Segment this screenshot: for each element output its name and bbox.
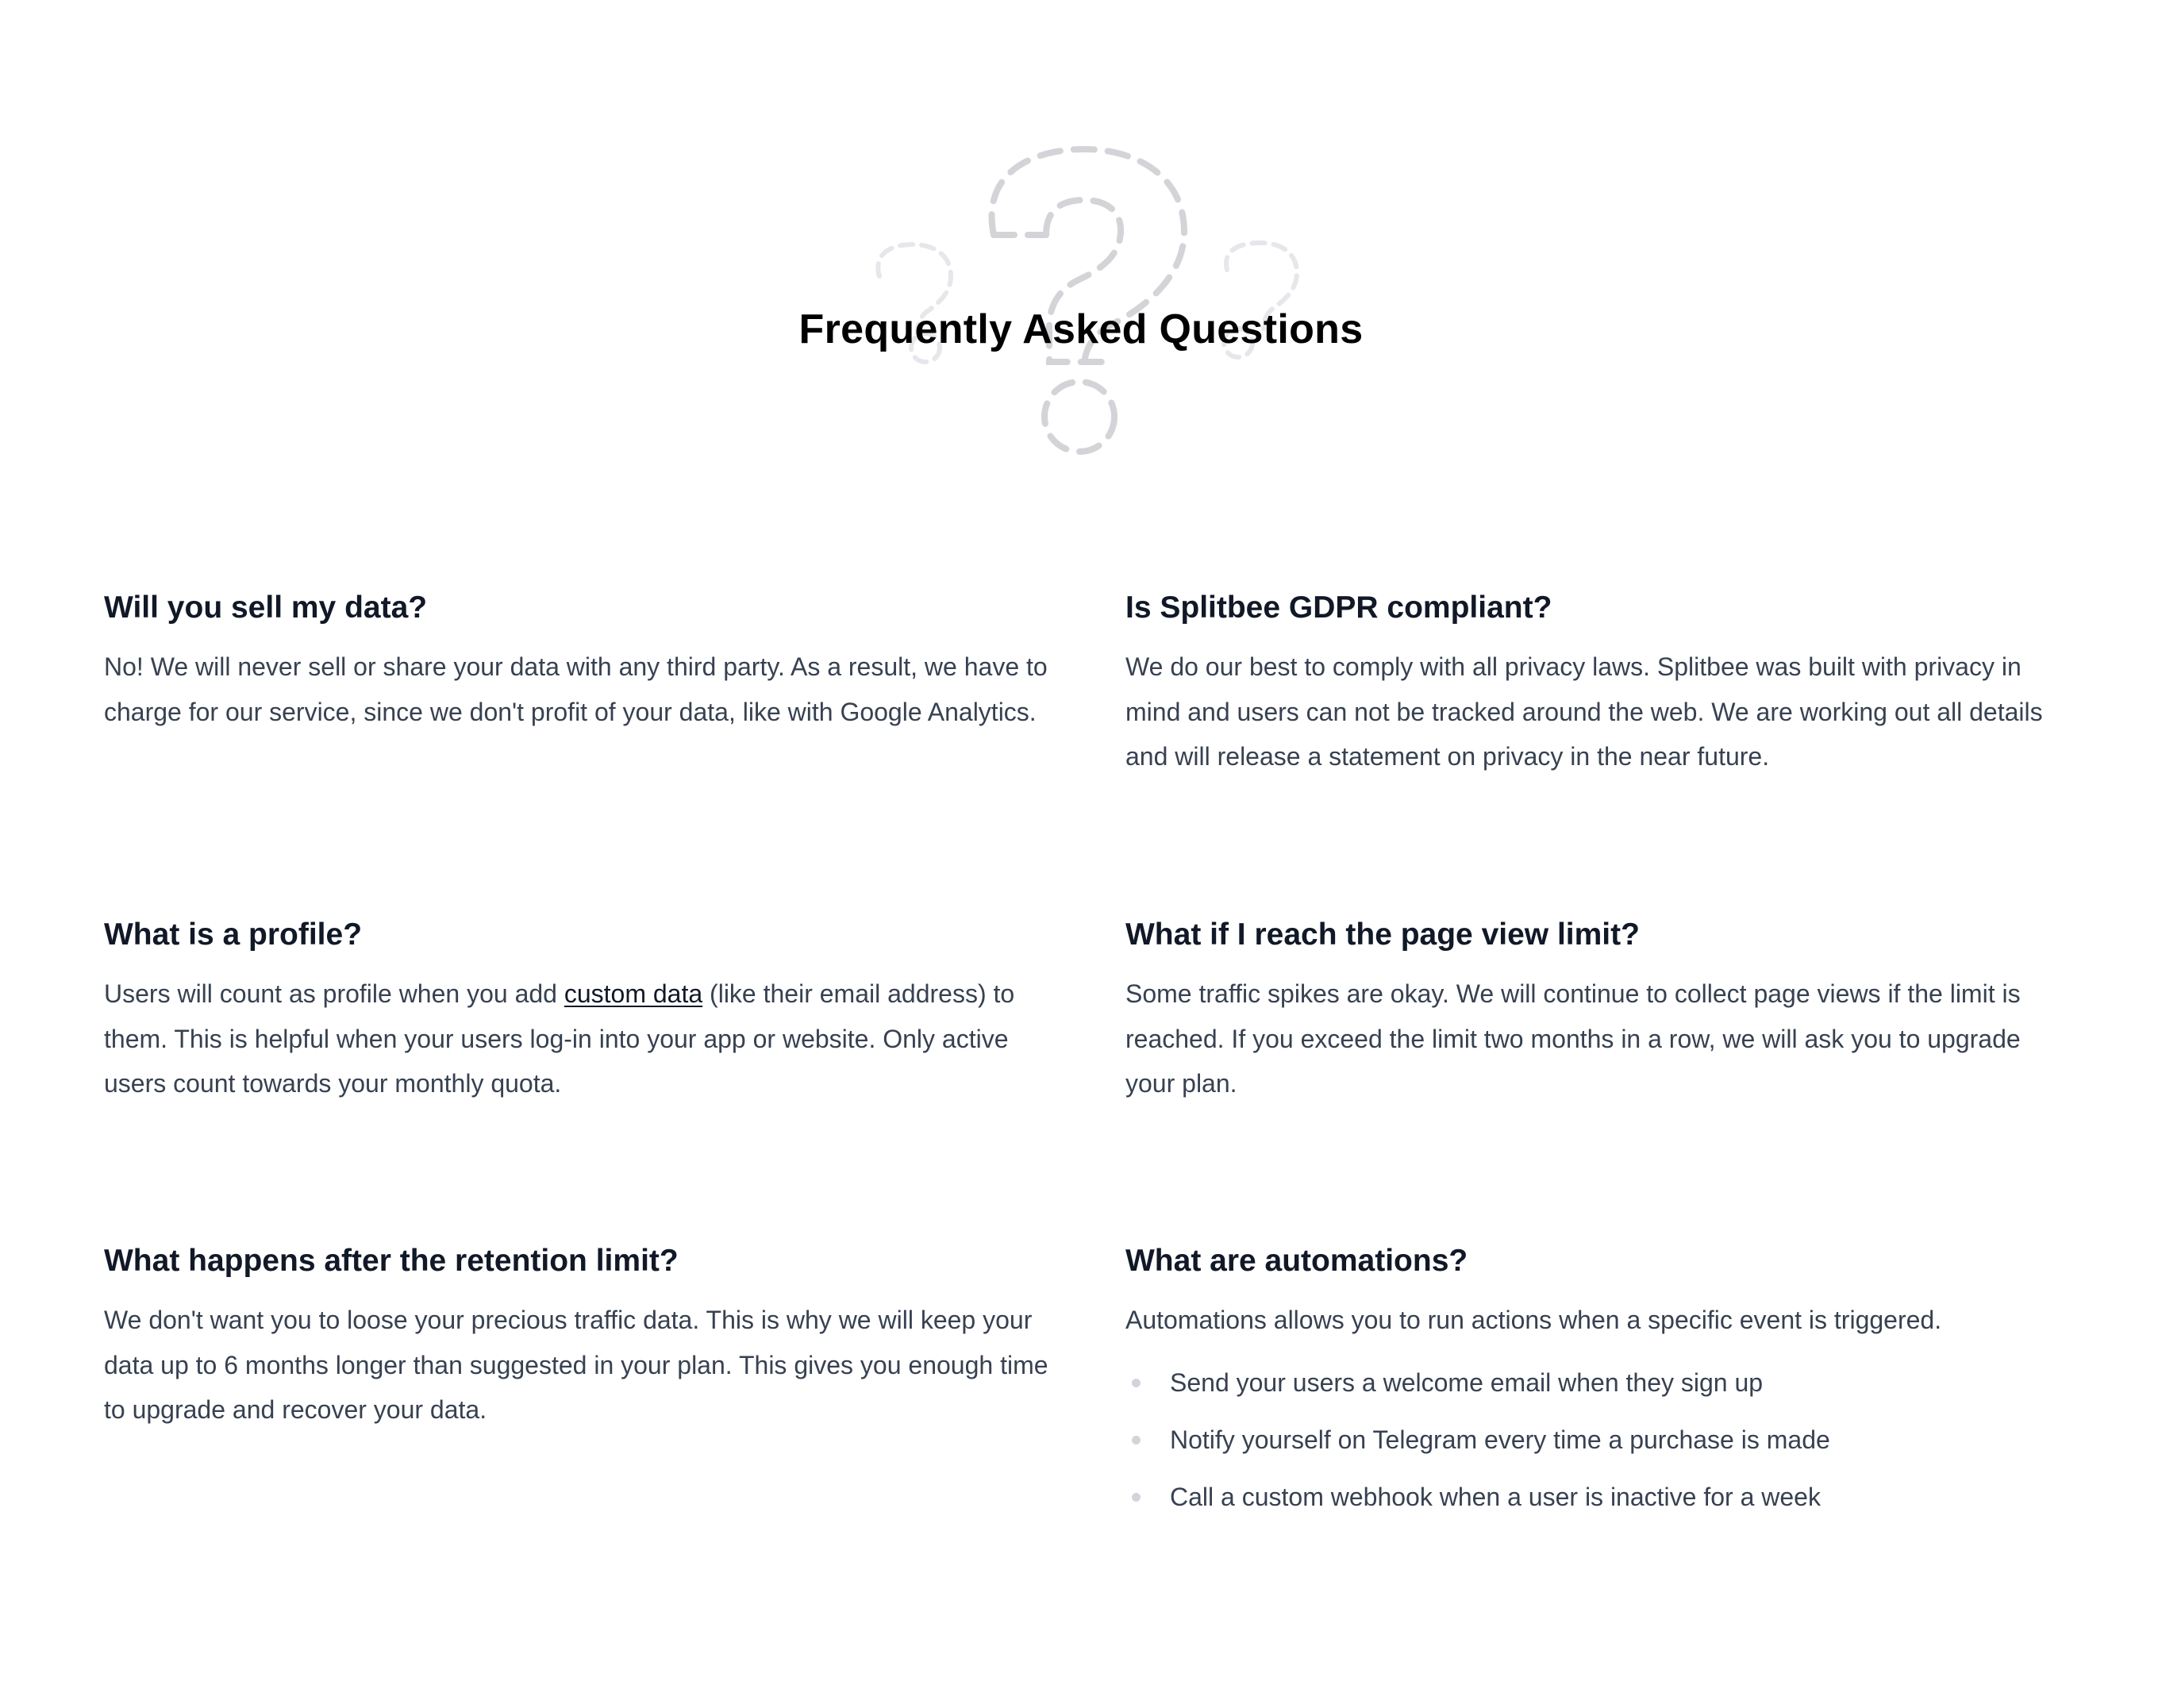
- bullet-icon: [1132, 1493, 1141, 1502]
- faq-answer: Automations allows you to run actions when a specific event is triggered.: [1125, 1306, 1942, 1334]
- automation-examples-list: [1125, 1364, 2070, 1516]
- list-item: [1125, 1364, 2070, 1402]
- list-item-text: Send your users a welcome email when they sign up: [1170, 1368, 1764, 1397]
- faq-question: What happens after the retention limit?: [104, 1244, 679, 1278]
- list-item: [1125, 1478, 2070, 1516]
- faq-answer: We do our best to comply with all privacy laws. Splitbee was built with privacy in mind and users can not be tracked around the web. We are working out all details and will release a statement on privacy in the near future.: [1125, 652, 2043, 771]
- custom-data-link[interactable]: custom data: [564, 979, 703, 1008]
- faq-question: What is a profile?: [104, 917, 363, 952]
- faq-question: Will you sell my data?: [104, 590, 428, 625]
- faq-item-page-view-limit: [1125, 913, 2070, 1106]
- faq-answer-text: (like their email address) to them. This is helpful when your users log-in into your app or website. Only active users count towards your monthly quota.: [104, 979, 1015, 1098]
- faq-item-sell-data: [104, 586, 1048, 734]
- list-item-text: Call a custom webhook when a user is inactive for a week: [1170, 1482, 1821, 1511]
- faq-answer: No! We will never sell or share your data with any third party. As a result, we have to charge for our service, since we don't profit of your data, like with Google Analytics.: [104, 652, 1048, 726]
- list-item-text: Notify yourself on Telegram every time a purchase is made: [1170, 1425, 1830, 1454]
- faq-item-retention-limit: [104, 1239, 1048, 1433]
- list-item: [1125, 1421, 2070, 1459]
- bullet-icon: [1132, 1436, 1141, 1444]
- page-title: Frequently Asked Questions: [798, 306, 1364, 352]
- faq-question: What if I reach the page view limit?: [1125, 917, 1640, 952]
- faq-answer: We don't want you to loose your precious traffic data. This is why we will keep your data up to 6 months longer than suggested in your plan. This gives you enough time to upgrade and recover your data.: [104, 1306, 1048, 1424]
- faq-grid: [104, 0, 2072, 1708]
- faq-item-automations: [1125, 1239, 2070, 1535]
- faq-answer: [104, 971, 1048, 1106]
- faq-answer-text: Users will count as profile when you add: [104, 979, 564, 1008]
- faq-question: Is Splitbee GDPR compliant?: [1125, 590, 1552, 625]
- bullet-icon: [1132, 1379, 1141, 1387]
- faq-item-gdpr: [1125, 586, 2070, 779]
- faq-item-profile: [104, 913, 1048, 1106]
- faq-answer: Some traffic spikes are okay. We will continue to collect page views if the limit is reached. If you exceed the limit two months in a row, we will ask you to upgrade your plan.: [1125, 979, 2021, 1098]
- faq-question: What are automations?: [1125, 1244, 1468, 1278]
